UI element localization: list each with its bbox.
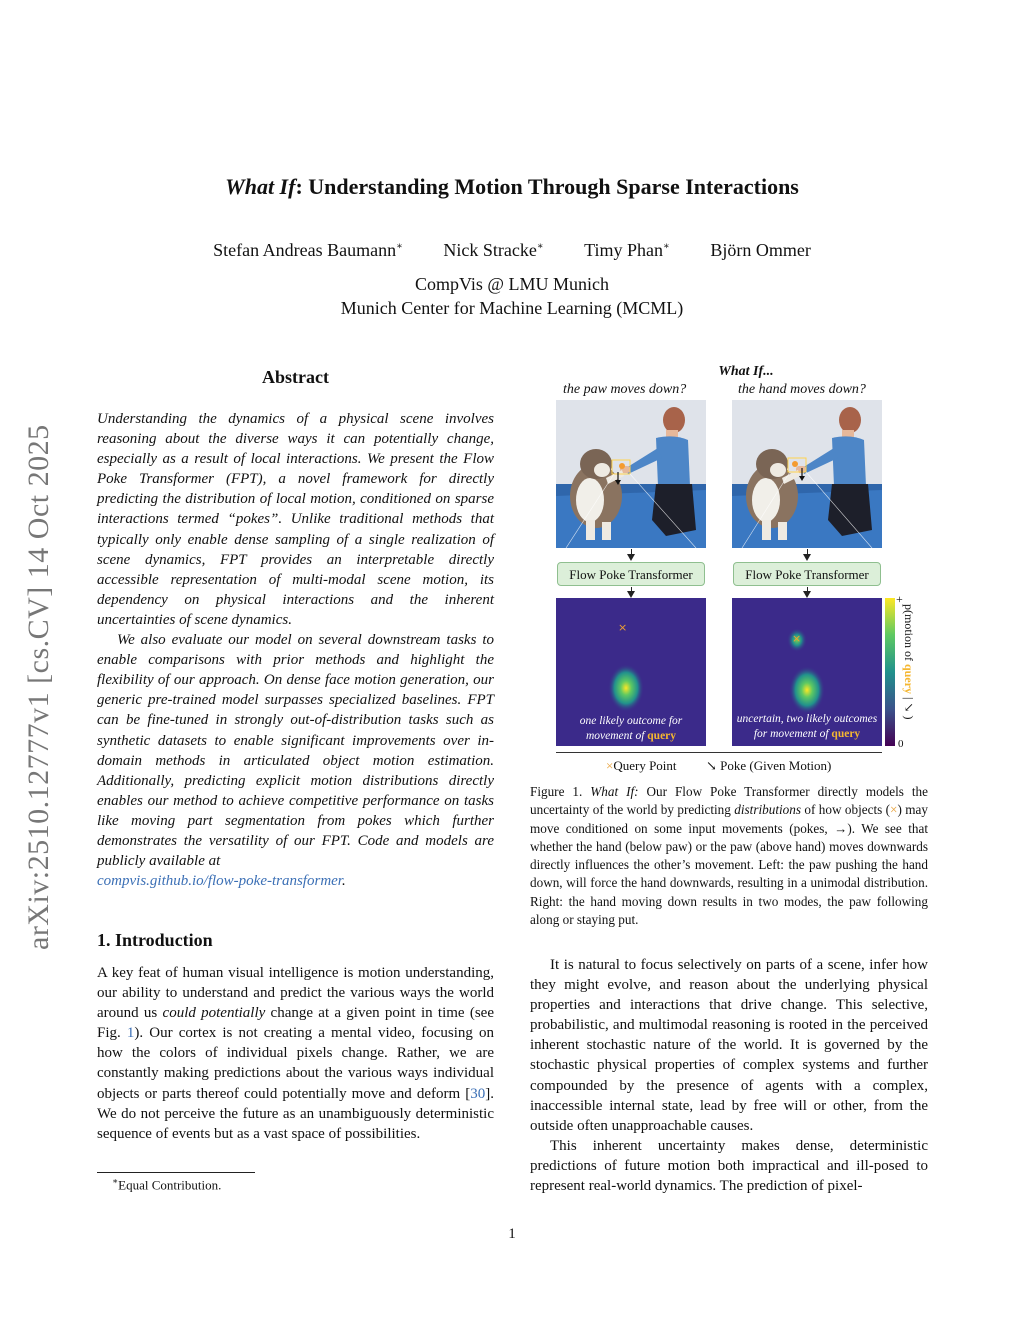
arrow-left-1-head bbox=[627, 554, 635, 561]
citation-link[interactable]: 30 bbox=[470, 1085, 486, 1102]
author-3-mark: ∗ bbox=[663, 241, 670, 252]
caption-text-italic: distributions bbox=[734, 802, 801, 818]
title-rest: : Understanding Motion Through Sparse Interactions bbox=[295, 174, 799, 199]
left-heat-line-2: movement of bbox=[585, 730, 645, 742]
abstract-link-end: . bbox=[341, 873, 346, 890]
arrow-right-1-head bbox=[803, 554, 811, 561]
caption-text-c: ) may move conditioned on some input movements (pokes, →). We see that whether the hand (below paw) or the paw (above hand) moves downwards directly influences the other’s movement. Left: the paw pushing the hand down, will force the hand downwards, resulting in a unimodal distribution. Right: the hand moving down results in two modes, the paw following along or staying put. bbox=[530, 802, 928, 928]
arrow-right-2-head bbox=[803, 591, 811, 598]
author-1 bbox=[213, 240, 403, 261]
author-4-name: Björn Ommer bbox=[710, 240, 811, 260]
right-paragraph-1: It is natural to focus selectively on parts of a scene, infer how they might evolve, and reason about the underlying physical properties and interactions that drive change. This selective, probabilistic, and multimodal reasoning is rooted in the perceived inherent stochastic nature of the world. It is governed by the stochastic physical properties of complex systems and further compounded by the presence of agents with a complex, inaccessible internal state, lead by free will or other, from the outside often unapproachable causes. bbox=[530, 957, 928, 1134]
colorbar-label-text: p(motion of query | ↘ ) bbox=[902, 604, 916, 720]
intro-text-italic: could potentially bbox=[162, 1005, 266, 1022]
poke-arrow-icon: ↘ bbox=[706, 758, 717, 773]
author-3-name: Timy Phan bbox=[584, 240, 664, 260]
intro-heading: 1. Introduction bbox=[97, 930, 213, 950]
caption-label: Figure 1. bbox=[530, 784, 591, 799]
abstract-paragraph-1: Understanding the dynamics of a physical scene involves reasoning about the diverse ways it can potentially change, especially as a result of local interactions. We present the Flow Poke Transformer (FPT), a novel framework for directly predicting the distribution of local motion, conditioned on sparse interactions termed “pokes”. Unlike traditional methods that typically only enable dense sampling of a single realization of scene dynamics, FPT provides an interpretable directly accessible representation of multi-modal scene motion, its dependency on physical interactions and the inherent uncertainties of scene dynamics. bbox=[97, 411, 494, 628]
colorbar-plus: + bbox=[896, 592, 903, 606]
author-2-name: Nick Stracke bbox=[443, 240, 537, 260]
legend-poke bbox=[706, 758, 831, 774]
right-heatmap bbox=[732, 598, 882, 746]
left-heatmap-caption bbox=[556, 714, 706, 744]
intro-body bbox=[97, 963, 494, 1144]
author-4 bbox=[710, 240, 811, 261]
right-column-body bbox=[530, 955, 928, 1196]
colorbar-query: query bbox=[902, 664, 916, 694]
query-x-marker: × bbox=[618, 621, 628, 634]
colorbar-label bbox=[902, 604, 916, 736]
colorbar-zero: 0 bbox=[898, 738, 904, 750]
author-list bbox=[0, 240, 1024, 261]
left-scene-photo bbox=[556, 400, 706, 548]
abstract-paragraph-2 bbox=[97, 630, 494, 891]
page-number: 1 bbox=[508, 1226, 516, 1242]
figure-what-if-label: What If... bbox=[718, 364, 774, 379]
right-scene-illustration bbox=[732, 400, 882, 548]
author-2-mark: ∗ bbox=[536, 241, 544, 252]
intro-text-d: ]. We do not perceive the future as an unambiguously deterministic sequence of events but as a vast space of possibilities. bbox=[97, 1085, 494, 1142]
abstract-body bbox=[97, 409, 494, 891]
affiliation-2: Munich Center for Machine Learning (MCML) bbox=[340, 298, 684, 318]
colorbar bbox=[885, 598, 895, 746]
fpt-box-left: Flow Poke Transformer bbox=[557, 562, 705, 586]
figure-ref-link[interactable]: 1 bbox=[126, 1025, 135, 1042]
code-link[interactable]: compvis.github.io/flow-poke-transformer bbox=[97, 873, 342, 890]
right-heat-line-1: uncertain, two likely outcomes bbox=[736, 713, 878, 725]
query-point-icon: × bbox=[606, 758, 614, 773]
caption-x-mark: × bbox=[890, 802, 898, 818]
intro-text-b: change at a given point in time (see Fig. bbox=[97, 1005, 494, 1042]
figure-left-subtitle: the paw moves down? bbox=[563, 382, 687, 397]
arxiv-identifier: arXiv:2510.12777v1 [cs.CV] 14 Oct 2025 bbox=[22, 424, 55, 950]
left-scene-illustration bbox=[556, 400, 706, 548]
legend-query bbox=[606, 758, 677, 774]
figure-divider bbox=[556, 752, 882, 753]
right-heat-line-2: for movement of bbox=[753, 728, 829, 740]
caption-text-b: of how objects ( bbox=[800, 802, 891, 818]
abstract-paragraph-2-text: We also evaluate our model on several downstream tasks to enable comparisons with prior methods and highlight the flexibility of our approach. On dense face motion generation, our generic pre-trained model surpasses specialized baselines. FPT can be fine-tuned in strongly out-of-distribution tasks such as synthetic datasets to enable significant improvements over in-domain methods in articulated object motion estimation. Additionally, predicting explicit motion distributions directly enables our method to achieve competitive performance on tasks like moving part segmentation from pokes which further demonstrates the versatility of our FPT. Code and models are publicly available at bbox=[97, 632, 494, 870]
affiliation-1: CompVis @ LMU Munich bbox=[414, 274, 609, 294]
colorbar-text: p(motion of bbox=[902, 604, 916, 661]
query-x-marker: × bbox=[792, 632, 802, 645]
intro-text-a: A key feat of human visual intelligence is motion understanding, our ability to understand and predict the various ways the world around us bbox=[97, 965, 494, 1022]
intro-paragraph-1 bbox=[97, 963, 494, 1144]
left-heat-line-1: one likely outcome for bbox=[579, 715, 683, 727]
intro-text-c: ). Our cortex is not creating a mental video, focusing on how the colors of individual pixels change. Rather, we are constantly making predictions about the various ways individual objects or parts thereof could potentially move and deform [ bbox=[97, 1025, 494, 1102]
author-2 bbox=[443, 240, 543, 261]
figure-caption bbox=[530, 783, 928, 929]
right-scene-photo bbox=[732, 400, 882, 548]
left-heatmap bbox=[556, 598, 706, 746]
abstract-heading: Abstract bbox=[262, 367, 329, 387]
author-3 bbox=[584, 240, 670, 261]
footnote-mark: ∗ bbox=[112, 1176, 119, 1186]
right-paragraph-2: This inherent uncertainty makes dense, deterministic predictions of future motion both impractical and ill-posed to represent real-world dynamics. The prediction of pixel- bbox=[530, 1137, 928, 1195]
footnote-text: Equal Contribution. bbox=[118, 1177, 222, 1193]
author-1-mark: ∗ bbox=[396, 241, 403, 252]
colorbar-close: ) bbox=[902, 715, 916, 720]
caption-label-italic: What If: bbox=[590, 784, 639, 799]
author-1-name: Stefan Andreas Baumann bbox=[213, 240, 397, 260]
right-heat-query: query bbox=[831, 728, 861, 740]
legend-query-text: Query Point bbox=[613, 758, 677, 773]
figure-right-subtitle: the hand moves down? bbox=[738, 382, 866, 397]
right-heatmap-caption bbox=[732, 712, 882, 742]
paper-title bbox=[0, 174, 1024, 200]
footnote bbox=[112, 1176, 221, 1193]
caption-text-a: Our Flow Poke Transformer directly models the uncertainty of the world by predicting bbox=[530, 784, 928, 818]
footnote-rule bbox=[97, 1172, 255, 1173]
title-italic: What If bbox=[225, 174, 296, 199]
legend-poke-text: Poke (Given Motion) bbox=[720, 758, 832, 773]
left-heat-query: query bbox=[647, 730, 677, 742]
fpt-box-right: Flow Poke Transformer bbox=[733, 562, 881, 586]
arrow-left-2-head bbox=[627, 591, 635, 598]
